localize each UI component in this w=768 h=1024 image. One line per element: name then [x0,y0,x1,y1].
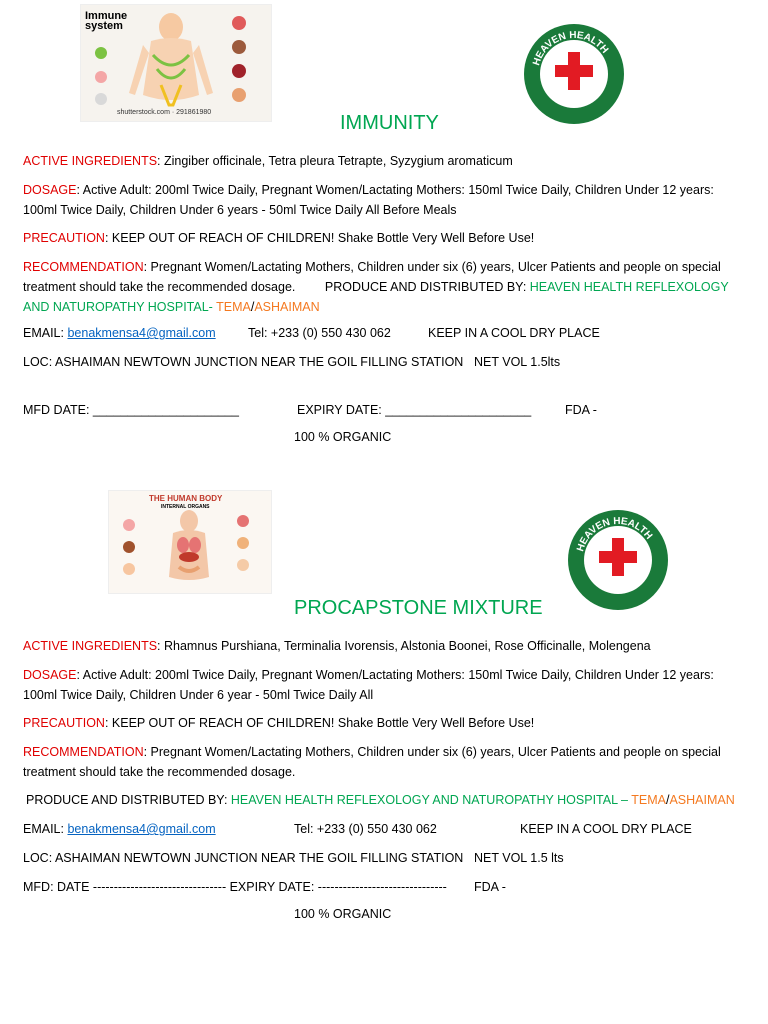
ingredients-row-2 [23,636,651,656]
logo-emblem-icon [522,22,626,126]
image-label-line2: system [85,20,123,32]
precaution-value: : KEEP OUT OF REACH OF CHILDREN! Shake Bottle Very Well Before Use! [104,716,535,730]
image-label-line1: Immune [85,10,128,22]
dosage-value: : Active Adult: 200ml Twice Daily, Pregnant Women/Lactating Mothers: 150ml Twice Daily, Children Under 12 years: 100ml Twice Daily, Children Under 6 years - 50ml Twice Daily All Before Meals [23,183,714,217]
ashaiman-text: ASHAIMAN [669,793,735,807]
organic-text-1: 100 % ORGANIC [294,430,392,444]
heaven-health-logo-2 [566,508,670,617]
ingredients-label: ACTIVE INGREDIENTS [23,154,158,168]
precaution-row-1 [23,228,534,248]
produce-label: PRODUCE AND DISTRIBUTED BY: [26,793,231,807]
email-label: EMAIL: [23,326,68,340]
recommendation-row-2 [23,742,748,782]
human-body-image [108,490,272,594]
precaution-value: : KEEP OUT OF REACH OF CHILDREN! Shake Bottle Very Well Before Use! [104,231,535,245]
ingredients-label: ACTIVE INGREDIENTS [23,639,158,653]
slash: / [250,300,255,314]
product-title-immunity: IMMUNITY [340,112,439,134]
recommendation-label: RECOMMENDATION [23,260,144,274]
image-title: THE HUMAN BODY [149,494,223,503]
tel-text-1: Tel: +233 (0) 550 430 062 [248,326,391,340]
recommendation-value: : Pregnant Women/Lactating Mothers, Children under six (6) years, Ulcer Patients and people on special treatment should take the recommended dosage. [23,260,721,294]
organic-text-2: 100 % ORGANIC [294,907,392,921]
recommendation-label: RECOMMENDATION [23,745,144,759]
dosage-label: DOSAGE [23,183,77,197]
mfd-date-1: MFD DATE: _____________________ [23,403,239,417]
ashaiman-text: ASHAIMAN [254,300,320,314]
fda-text-1: FDA - [565,403,597,417]
precaution-label: PRECAUTION [23,231,105,245]
hospital-name: HEAVEN HEALTH REFLEXOLOGY AND NATUROPATHY HOSPITAL – [230,793,632,807]
precaution-row-2 [23,713,534,733]
logo-emblem-icon [566,508,670,612]
email-link[interactable]: benakmensa4@gmail.com [67,822,216,836]
keep-cool-text-2: KEEP IN A COOL DRY PLACE [520,822,692,836]
ingredients-row-1 [23,151,513,171]
image-label [85,11,127,31]
immune-system-image [80,4,272,122]
recommendation-row-1 [23,257,748,317]
expiry-date-1: EXPIRY DATE: _____________________ [297,403,532,417]
contact-row-2 [23,819,216,839]
location-text-1: LOC: ASHAIMAN NEWTOWN JUNCTION NEAR THE GOIL FILLING STATION [23,355,464,369]
recommendation-value: : Pregnant Women/Lactating Mothers, Children under six (6) years, Ulcer Patients and people on special treatment should take the recommended dosage. [23,745,721,779]
logo-brand-text: HEAVEN HEALTH [531,29,611,67]
product-title-procapstone: PROCAPSTONE MIXTURE [294,597,543,619]
tema-text: TEMA [216,300,251,314]
produce-row-2 [26,790,735,810]
tel-text-2: Tel: +233 (0) 550 430 062 [294,822,437,836]
email-label: EMAIL: [23,822,68,836]
dosage-label: DOSAGE [23,668,77,682]
ingredients-value: : Zingiber officinale, Tetra pleura Tetrapte, Syzygium aromaticum [157,154,513,168]
slash: / [665,793,670,807]
email-link[interactable]: benakmensa4@gmail.com [67,326,216,340]
mfd-expiry-row-2: MFD: DATE -------------------------------- EXPIRY DATE: ------------------------------- [23,880,447,894]
produce-label: PRODUCE AND DISTRIBUTED BY: [324,280,530,294]
dosage-row-1 [23,180,748,220]
image-credit: shutterstock.com · 291861980 [117,109,212,116]
precaution-label: PRECAUTION [23,716,105,730]
logo-brand-text: HEAVEN HEALTH [575,515,655,553]
tema-text: TEMA [631,793,666,807]
ingredients-value: : Rhamnus Purshiana, Terminalia Ivorensis, Alstonia Boonei, Rose Officinalle, Molengena [157,639,651,653]
fda-text-2: FDA - [474,880,506,894]
dosage-value: : Active Adult: 200ml Twice Daily, Pregnant Women/Lactating Mothers: 150ml Twice Daily, Children Under 12 years: 100ml Twice Daily, Children Under 6 year - 50ml Twice Daily All [23,668,714,702]
location-text-2: LOC: ASHAIMAN NEWTOWN JUNCTION NEAR THE GOIL FILLING STATION [23,851,464,865]
keep-cool-text-1: KEEP IN A COOL DRY PLACE [428,326,600,340]
image-subtitle: INTERNAL ORGANS [161,504,210,510]
contact-row-1 [23,323,216,343]
net-volume-text-1: NET VOL 1.5lts [474,355,561,369]
heaven-health-logo-1 [522,22,626,131]
dosage-row-2 [23,665,748,705]
hospital-name: HEAVEN HEALTH REFLEXOLOGY AND NATUROPATHY HOSPITAL- [23,280,729,314]
net-volume-text-2: NET VOL 1.5 lts [474,851,564,865]
